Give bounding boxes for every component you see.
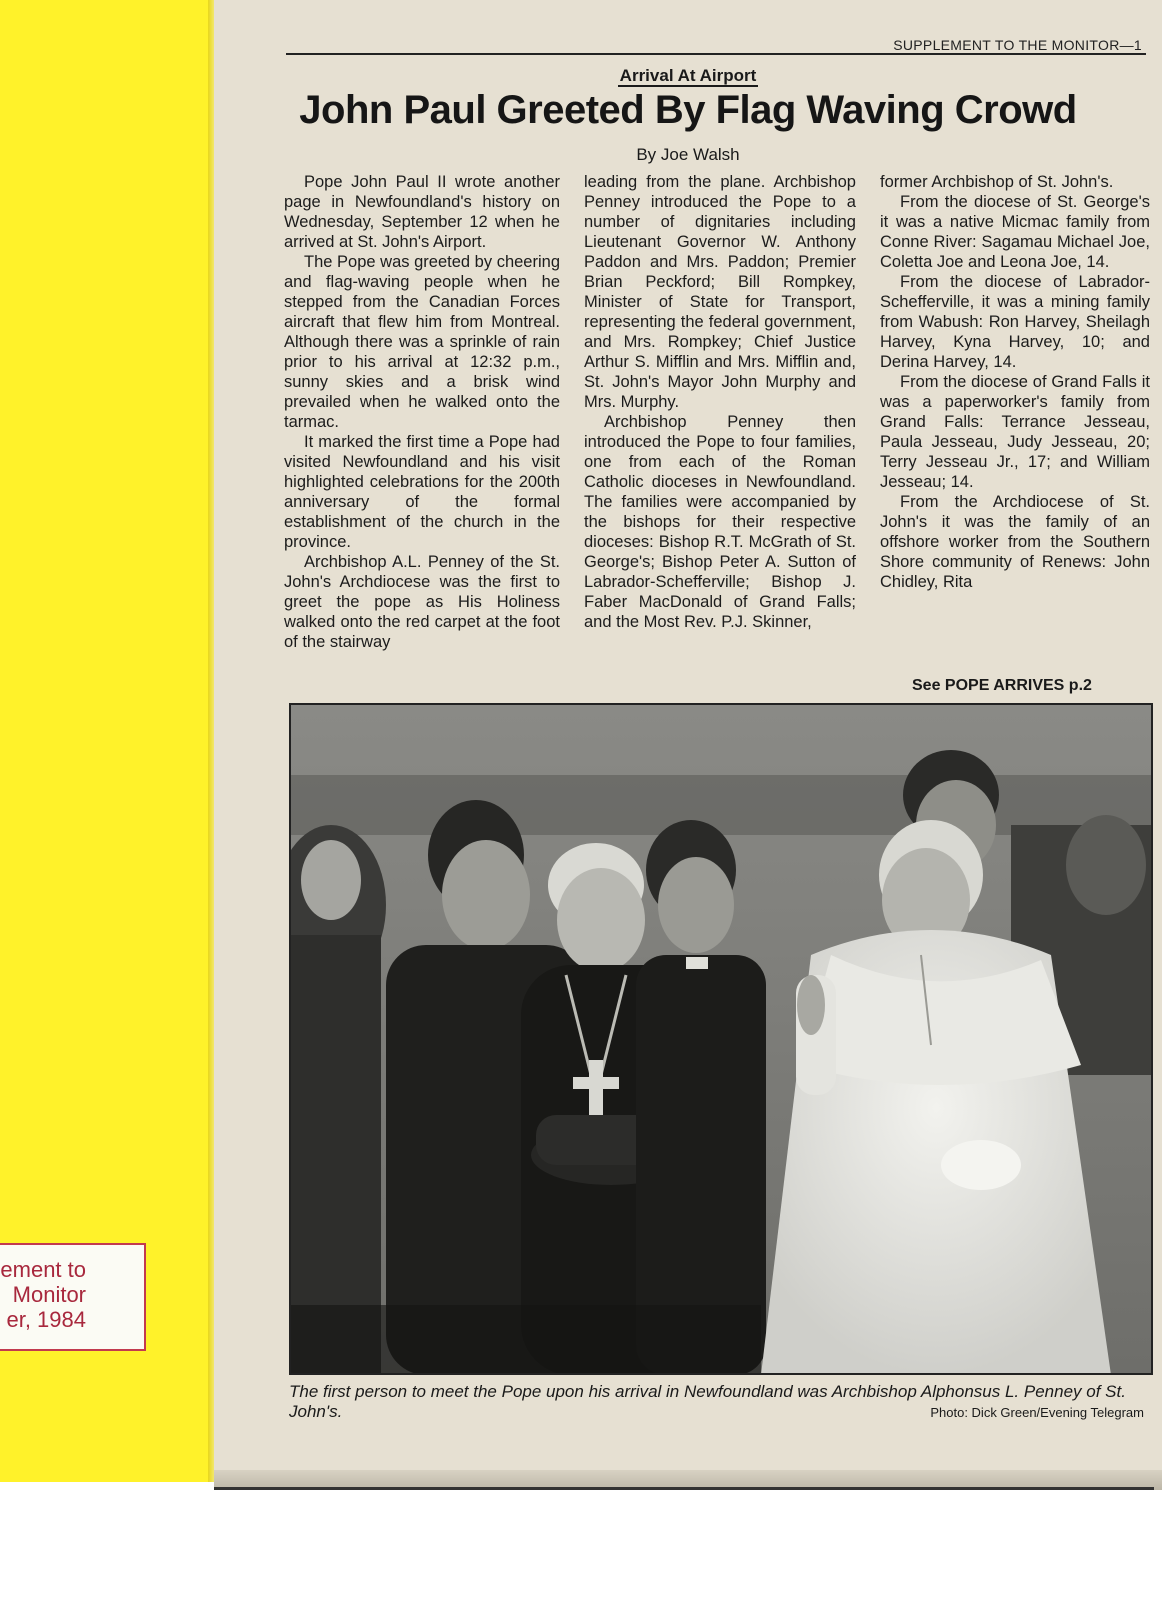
cover-label [0,1243,146,1351]
photo-caption: The first person to meet the Pope upon his arrival in Newfoundland was Archbishop Alphonsus L. Penney of St. John's. [289,1382,1126,1421]
photo-illustration [291,705,1151,1373]
paragraph: The Pope was greeted by cheering and flag-waving people when he stepped from the Canadian Forces aircraft that flew him from Montreal. Although there was a sprinkle of rain prior to his arrival at 12:32 p.m., sunny skies and a brisk wind prevailed when he walked onto the tarmac. [284,253,560,431]
paragraph: leading from the plane. Archbishop Penney introduced the Pope to a number of dignitaries including Lieutenant Governor W. Anthony Paddon and Mrs. Paddon; Premier Brian Peckford; Bill Rompkey, Minister of State for Transport, representing the federal government, and Mrs. Rompkey; Chief Justice Arthur S. Mifflin and Mrs. Mifflin and, St. John's Mayor John Murphy and Mrs. Murphy. [584,173,856,411]
paragraph: From the diocese of Labrador-Schefferville, it was a mining family from Wabush: Ron Harvey, Sheilagh Harvey, Kyna Harvey, 10; and Derina Harvey, 14. [880,273,1150,371]
cover-label-line1: ement to [0,1257,86,1282]
paragraph: Pope John Paul II wrote another page in Newfoundland's history on Wednesday, September 12 when he arrived at St. John's Airport. [284,173,560,251]
photo-credit: Photo: Dick Green/Evening Telegram [930,1405,1144,1420]
paragraph: former Archbishop of St. John's. [880,173,1114,191]
header-rule [286,53,1146,55]
paragraph: From the Archdiocese of St. John's it was the family of an offshore worker from the Southern Shore community of Renews: John Chidley, Rita [880,493,1150,591]
continuation-note: See POPE ARRIVES p.2 [912,677,1092,694]
paragraph: From the diocese of Grand Falls it was a paperworker's family from Grand Falls: Terrance Jesseau, Paula Jesseau, Judy Jesseau, 20; Terry Jesseau Jr., 17; and William Jesseau; 14. [880,373,1150,491]
page-bottom-line [214,1487,1154,1490]
article-byline: By Joe Walsh [636,145,740,164]
supplement-header: SUPPLEMENT TO THE MONITOR—1 [893,37,1142,53]
cover-label-line2: Monitor [12,1282,86,1307]
article-column-2 [584,172,856,632]
paragraph: Archbishop A.L. Penney of the St. John's Archdiocese was the first to greet the pope as His Holiness walked onto the red carpet at the foot of the stairway [284,553,560,651]
paragraph: Archbishop Penney then introduced the Pope to four families, one from each of the Roman Catholic dioceses in Newfoundland. The families were accompanied by the bishops for their respective dioceses: Bishop R.T. McGrath of St. George's; Bishop Peter A. Sutton of Labrador-Schefferville; Bishop J. Faber MacDonald of Grand Falls; and the Most Rev. P.J. Skinner, [584,413,856,631]
article-kicker: Arrival At Airport [619,66,757,85]
paragraph: It marked the first time a Pope had visited Newfoundland and his visit highlighted celebrations for the 200th anniversary of the formal establishment of the church in the province. [284,433,560,551]
news-photo [289,703,1153,1375]
cover-label-line3: er, 1984 [6,1307,86,1332]
article-column-1 [284,172,560,652]
article-column-3 [880,172,1150,592]
article-headline: John Paul Greeted By Flag Waving Crowd [299,88,1077,132]
article-kicker-wrap [214,66,1162,86]
paragraph: From the diocese of St. George's it was a native Micmac family from Conne River: Sagamau Michael Joe, Coletta Joe and Leona Joe, 14. [880,193,1150,271]
cover-label-text [0,1257,86,1332]
